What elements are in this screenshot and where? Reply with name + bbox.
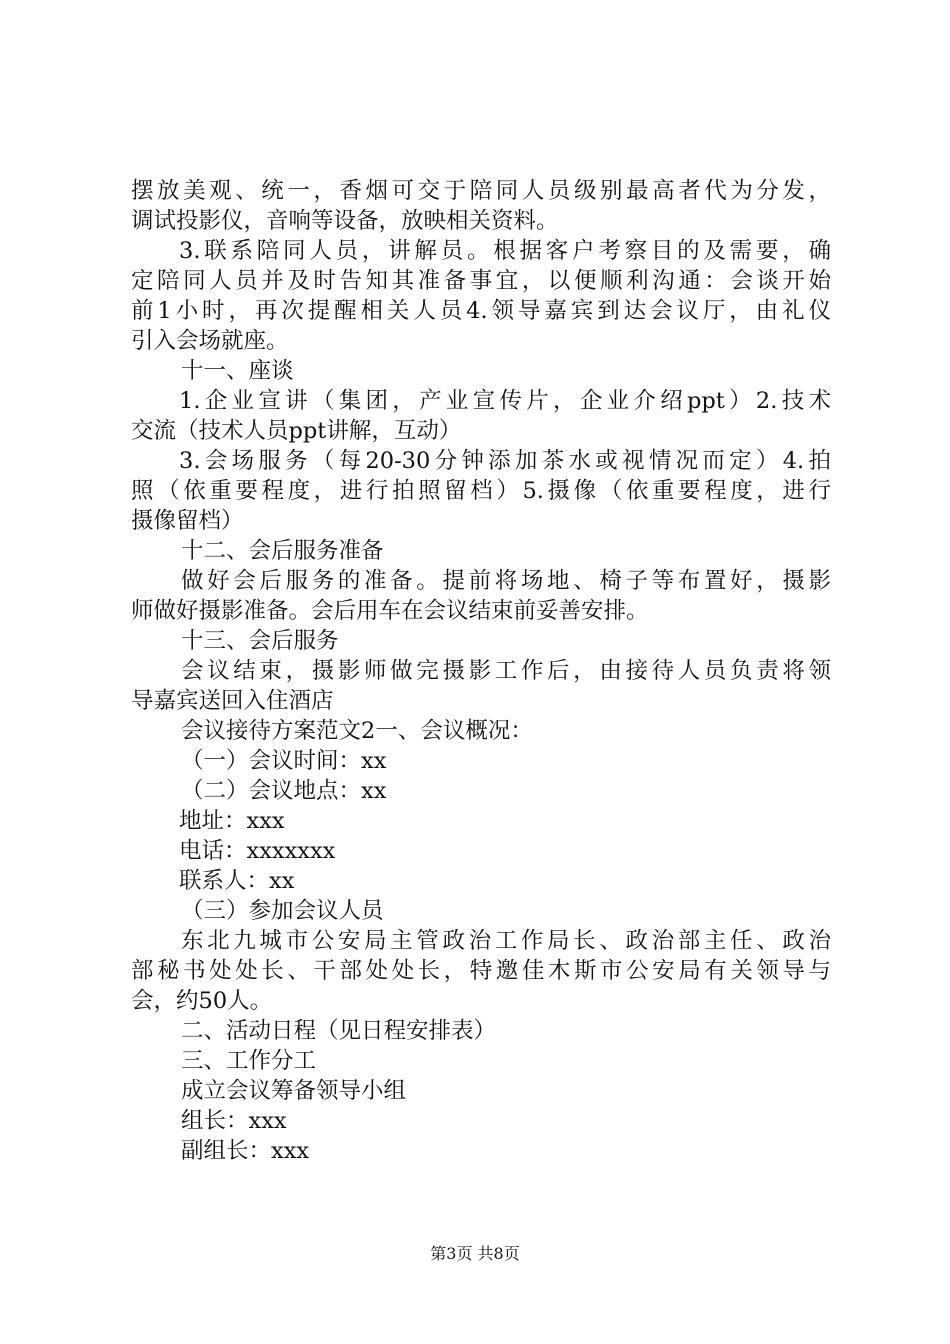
body-line: 地址：xxx [179, 808, 285, 834]
body-line: 定陪同人员并及时告知其准备事宜，以便顺利沟通：会谈开始 [131, 268, 831, 294]
body-line: 会议接待方案范文2一、会议概况： [181, 718, 533, 744]
body-line: 东北九城市公安局主管政治工作局长、政治部主任、政治 [181, 928, 831, 954]
body-line: 做好会后服务的准备。提前将场地、椅子等布置好，摄影 [181, 568, 831, 594]
body-line: 1.企业宣讲（集团，产业宣传片，企业介绍ppt）2.技术 [179, 388, 831, 414]
body-line: 摆放美观、统一，香烟可交于陪同人员级别最高者代为分发， [131, 178, 831, 204]
section-heading: 十二、会后服务准备 [181, 538, 384, 564]
body-line: 交流（技术人员ppt讲解，互动） [131, 418, 462, 444]
body-line: 电话：xxxxxxx [179, 838, 336, 864]
body-line: 部秘书处处长、干部处处长，特邀佳木斯市公安局有关领导与 [131, 958, 831, 984]
body-line: 前1小时，再次提醒相关人员4.领导嘉宾到达会议厅，由礼仪 [131, 298, 831, 324]
body-line: 会，约50人。 [131, 988, 273, 1014]
body-line: 师做好摄影准备。会后用车在会议结束前妥善安排。 [131, 598, 649, 624]
body-line: 会议结束，摄影师做完摄影工作后，由接待人员负责将领 [181, 658, 831, 684]
body-line: （一）会议时间：xx [181, 748, 387, 774]
body-line: 调试投影仪，音响等设备，放映相关资料。 [131, 208, 559, 234]
body-line: 导嘉宾送回入住酒店 [131, 688, 334, 714]
page-number-footer: 第3页 共8页 [430, 1244, 520, 1263]
body-line: 联系人：xx [179, 868, 295, 894]
body-line: 摄像留档） [131, 508, 244, 534]
document-body [131, 176, 831, 1166]
section-heading: 十一、座谈 [181, 358, 294, 384]
body-line: 引入会场就座。 [131, 328, 289, 354]
body-line: 照（依重要程度，进行拍照留档）5.摄像（依重要程度，进行 [131, 478, 831, 504]
body-line: 成立会议筹备领导小组 [181, 1078, 407, 1104]
body-line: 3.会场服务（每20-30分钟添加茶水或视情况而定）4.拍 [179, 448, 831, 474]
section-heading: 二、活动日程（见日程安排表） [181, 1018, 497, 1044]
body-line: 副组长：xxx [181, 1138, 310, 1164]
body-line: 组长：xxx [181, 1108, 287, 1134]
section-heading: 三、工作分工 [181, 1048, 317, 1074]
body-line: 3.联系陪同人员，讲解员。根据客户考察目的及需要，确 [179, 238, 831, 264]
body-line: （三）参加会议人员 [181, 898, 384, 924]
body-line: （二）会议地点：xx [181, 778, 387, 804]
section-heading: 十三、会后服务 [181, 628, 339, 654]
